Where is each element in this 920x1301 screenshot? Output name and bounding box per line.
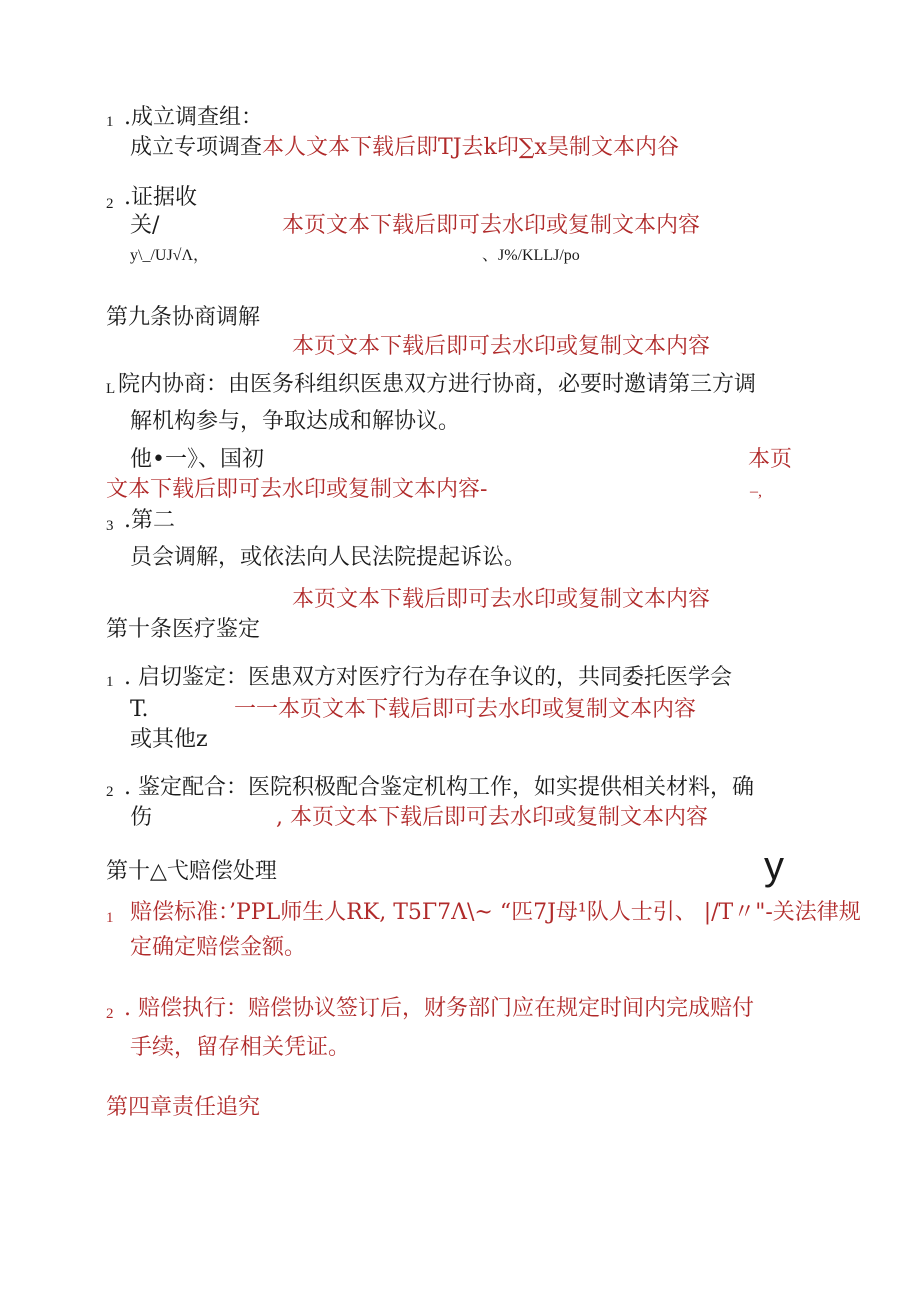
item-number: L	[106, 381, 116, 397]
paragraph-line: 他•一》、国初	[130, 447, 264, 472]
watermark-text: 本页文本下载后即可去水印或复制文本内容	[282, 213, 701, 238]
paragraph-line: . 启切鉴定：医患双方对医疗行为存在争议的，共同委托医学会	[124, 665, 732, 690]
paragraph-line: 解机构参与，争取达成和解协议。	[130, 409, 461, 434]
paragraph-line: 员会调解，或依法向人民法院提起诉讼。	[130, 545, 527, 570]
body-text: T.	[130, 697, 149, 722]
item-number: 2	[106, 1006, 114, 1022]
chapter-heading: 第四章责任追究	[106, 1095, 261, 1120]
paragraph-line: . 赔偿执行：赔偿协议签订后，财务部门应在规定时间内完成赔付	[124, 996, 754, 1021]
section-heading: 第十条医疗鉴定	[106, 617, 261, 642]
item-number: 2	[106, 196, 114, 212]
watermark-text: 本页	[748, 447, 793, 472]
stray-glyph: y	[764, 844, 784, 888]
paragraph-line: 定确定赔偿金额。	[130, 935, 307, 960]
item-number: 1	[106, 910, 114, 926]
item-title: .第二	[124, 508, 175, 533]
garbled-text: 、J%/KLLJ/po	[482, 247, 580, 264]
watermark-text: 文本下载后即可去水印或复制文本内容-	[106, 477, 488, 502]
section-heading: 第九条协商调解	[106, 305, 261, 330]
body-text: 成立专项调查	[130, 135, 263, 160]
item-number: 1	[106, 114, 114, 130]
paragraph-line: 或其他z	[130, 727, 208, 752]
watermark-text: 本页文本下载后即可去水印或复制文本内容	[292, 587, 711, 612]
paragraph-line: . 鉴定配合：医院积极配合鉴定机构工作，如实提供相关材料，确	[124, 775, 754, 800]
item-number: 1	[106, 674, 114, 690]
paragraph-line: 院内协商：由医务科组织医患双方进行协商，必要时邀请第三方调	[118, 372, 757, 397]
watermark-text: , 本页文本下载后即可去水印或复制文本内容	[276, 805, 708, 830]
item-title: .证据收	[124, 185, 197, 210]
section-heading: 第十△弋赔偿处理	[106, 859, 277, 884]
watermark-mark: –,	[750, 483, 762, 500]
body-text: 伤	[130, 805, 153, 830]
paragraph-line: 手续，留存相关凭证。	[130, 1035, 351, 1060]
watermark-text: 本页文本下载后即可去水印或复制文本内容	[292, 334, 711, 359]
watermark-text: 本人文本下载后即TJ去k印∑x昊制文本内谷	[262, 135, 679, 160]
watermark-text: 一一本页文本下载后即可去水印或复制文本内容	[234, 697, 697, 722]
item-number: 2	[106, 784, 114, 800]
garbled-text: y\_/UJ√Λ，	[130, 247, 210, 264]
item-title: .成立调查组：	[124, 105, 263, 130]
paragraph-line	[130, 134, 679, 162]
body-text: 关/	[130, 213, 160, 238]
paragraph-line: 赔偿标准：’PPL师生人RK, T5Γ7Λ\~ “匹7J母¹队人士引、 |/T〃"-关法律规	[130, 900, 861, 925]
item-number: 3	[106, 518, 114, 534]
